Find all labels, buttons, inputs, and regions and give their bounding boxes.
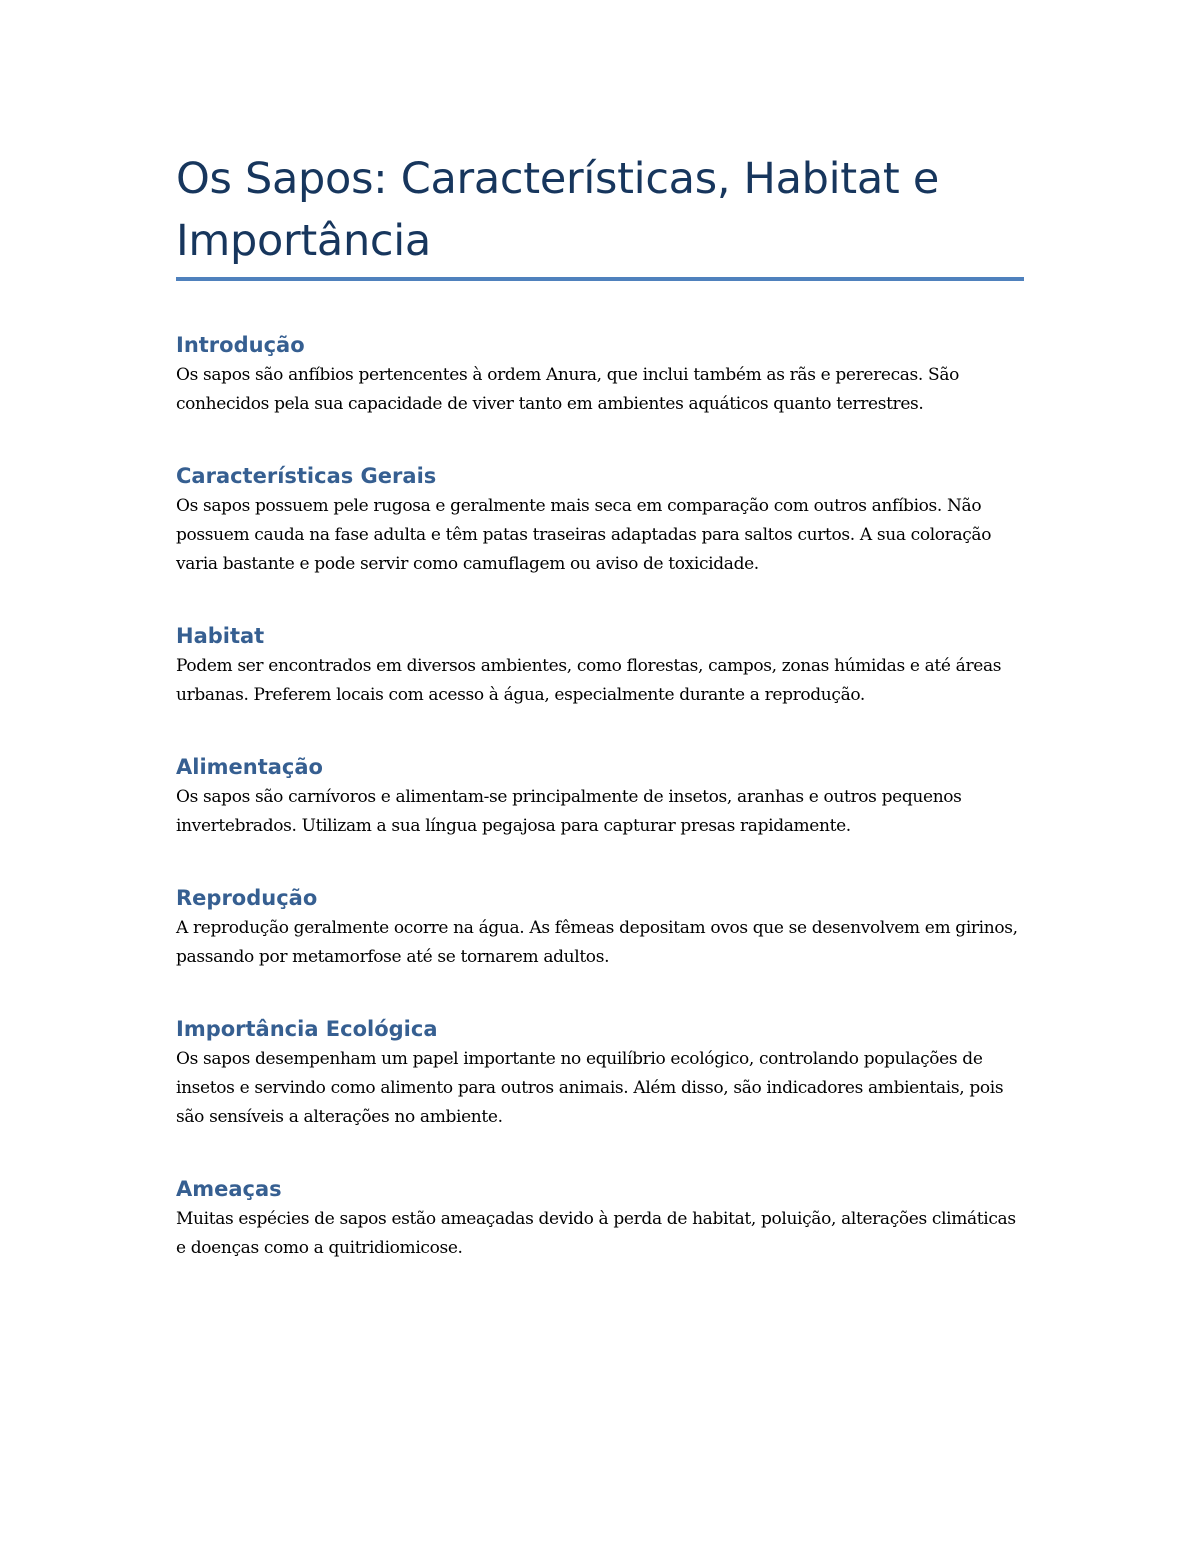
title-underline-rule: [176, 277, 1024, 281]
document-title: Os Sapos: Características, Habitat e Importância: [176, 154, 939, 266]
section-paragraph: Os sapos são carnívoros e alimentam-se principalmente de insetos, aranhas e outros pequenos invertebrados. Utilizam a sua língua pegajosa para capturar presas rapidamente.: [176, 787, 962, 836]
section-importancia-ecologica: [176, 1015, 1024, 1132]
section-heading: Reprodução: [176, 886, 318, 910]
section-heading: Habitat: [176, 624, 265, 648]
section-paragraph: Podem ser encontrados em diversos ambientes, como florestas, campos, zonas húmidas e até áreas urbanas. Preferem locais com acesso à água, especialmente durante a reprodução.: [176, 656, 1002, 705]
section-habitat: [176, 622, 1024, 710]
section-ameacas: [176, 1175, 1024, 1263]
section-alimentacao: [176, 753, 1024, 841]
section-heading: Ameaças: [176, 1177, 282, 1201]
section-paragraph: Os sapos são anfíbios pertencentes à ordem Anura, que inclui também as rãs e pererecas. São conhecidos pela sua capacidade de viver tanto em ambientes aquáticos quanto terrestres.: [176, 365, 960, 414]
section-heading: Introdução: [176, 333, 305, 357]
section-introducao: [176, 331, 1024, 419]
section-heading: Alimentação: [176, 755, 323, 779]
section-heading: Importância Ecológica: [176, 1017, 438, 1041]
section-reproducao: [176, 884, 1024, 972]
section-paragraph: A reprodução geralmente ocorre na água. As fêmeas depositam ovos que se desenvolvem em girinos, passando por metamorfose até se tornarem adultos.: [176, 918, 1018, 967]
section-paragraph: Os sapos possuem pele rugosa e geralmente mais seca em comparação com outros anfíbios. Não possuem cauda na fase adulta e têm patas traseiras adaptadas para saltos curtos. A sua coloração varia bastante e pode servir como camuflagem ou aviso de toxicidade.: [176, 496, 992, 574]
document-page: [176, 148, 1024, 1263]
section-heading: Características Gerais: [176, 464, 437, 488]
section-caracteristicas-gerais: [176, 462, 1024, 579]
section-paragraph: Os sapos desempenham um papel importante no equilíbrio ecológico, controlando populações de insetos e servindo como alimento para outros animais. Além disso, são indicadores ambientais, pois são sensíveis a alterações no ambiente.: [176, 1049, 1004, 1127]
section-paragraph: Muitas espécies de sapos estão ameaçadas devido à perda de habitat, poluição, alterações climáticas e doenças como a quitridiomicose.: [176, 1209, 1016, 1258]
